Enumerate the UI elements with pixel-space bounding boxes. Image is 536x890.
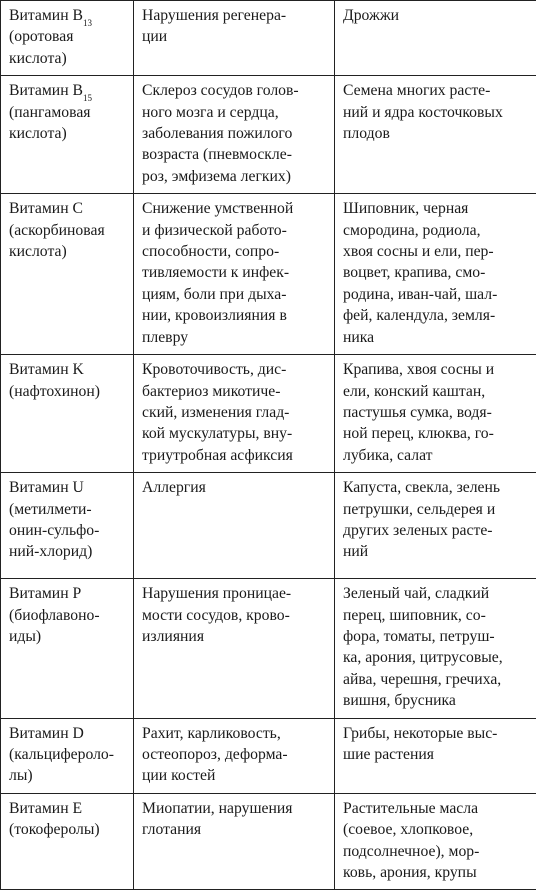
disorders-line: и физической работо- <box>142 220 328 241</box>
sources-cell <box>335 579 536 718</box>
disorders-line: Кровоточивость, дис- <box>142 359 328 380</box>
vitamin-name-line <box>9 723 127 744</box>
disorders-line: остеопороз, деформа- <box>142 744 328 765</box>
vitamin-subscript: 15 <box>83 93 92 103</box>
table-row <box>1 793 536 890</box>
vitamin-name-line <box>9 80 127 101</box>
vitamin-name-text: Витамин Е <box>9 800 82 817</box>
disorders-cell <box>134 718 335 793</box>
disorders-line: плевру <box>142 327 328 348</box>
sources-cell <box>335 76 536 194</box>
vitamin-name-line <box>9 520 127 541</box>
vitamin-name-line <box>9 765 127 786</box>
vitamin-name-line <box>9 359 127 380</box>
disorders-line: роз, эмфизема легких) <box>142 166 328 187</box>
disorders-line: возраста (пневмоскле- <box>142 144 328 165</box>
vitamin-name-line <box>9 123 127 144</box>
vitamin-name-text: Витамин U <box>9 479 84 496</box>
vitamin-name-line <box>9 220 127 241</box>
sources-line: лубика, салат <box>343 445 530 466</box>
sources-line: Крапива, хвоя сосны и <box>343 359 530 380</box>
disorders-line: Миопатии, нарушения <box>142 798 328 819</box>
disorders-line: ции <box>142 26 328 47</box>
sources-cell <box>335 473 536 579</box>
vitamin-name-text: (кальцифероло- <box>9 746 114 763</box>
vitamin-name-line <box>9 381 127 402</box>
disorders-cell <box>134 76 335 194</box>
sources-line: (соевое, хлопковое, <box>343 819 530 840</box>
sources-line: ка, арония, цитрусовые, <box>343 647 530 668</box>
vitamin-name-text: Витамин В <box>9 7 83 24</box>
table-row <box>1 473 536 579</box>
sources-line: Грибы, некоторые выс- <box>343 723 530 744</box>
sources-line: ковь, арония, крупы <box>343 862 530 883</box>
disorders-cell <box>134 355 335 473</box>
vitamin-name-text: (нафтохинон) <box>9 383 100 400</box>
sources-cell <box>335 793 536 890</box>
sources-line: айва, черешня, гречиха, <box>343 669 530 690</box>
vitamin-name-line <box>9 5 127 26</box>
table-row <box>1 1 536 76</box>
sources-line: шие растения <box>343 744 530 765</box>
disorders-line: триутробная асфиксия <box>142 445 328 466</box>
disorders-line: ного мозга и сердца, <box>142 102 328 123</box>
vitamin-name-text: (оротовая <box>9 28 73 45</box>
disorders-line: Нарушения регенера- <box>142 5 328 26</box>
vitamin-name-text: ний-хлорид) <box>9 543 92 560</box>
vitamin-name-text: Витамин В <box>9 82 83 99</box>
vitamin-name-line <box>9 499 127 520</box>
vitamin-name-text: (токоферолы) <box>9 821 100 838</box>
vitamin-name-text: (пангамовая <box>9 104 91 121</box>
sources-line: пастушья сумка, водя- <box>343 402 530 423</box>
disorders-line: заболевания пожилого <box>142 123 328 144</box>
sources-cell <box>335 194 536 355</box>
disorders-line: ции костей <box>142 765 328 786</box>
vitamin-name-line <box>9 583 127 604</box>
vitamin-name-line <box>9 26 127 47</box>
vitamin-name-line <box>9 626 127 647</box>
disorders-line: Нарушения проницае- <box>142 583 328 604</box>
vitamin-cell <box>1 1 134 76</box>
sources-line: ника <box>343 327 530 348</box>
vitamin-name-text: кислота) <box>9 50 67 67</box>
vitamin-name-line <box>9 541 127 562</box>
vitamin-name-line <box>9 198 127 219</box>
sources-line: перец, шиповник, со- <box>343 605 530 626</box>
table-row <box>1 194 536 355</box>
vitamin-name-text: (аскорбиновая <box>9 222 105 239</box>
disorders-line: нии, кровоизлияния в <box>142 305 328 326</box>
vitamin-subscript: 13 <box>83 18 92 28</box>
sources-line: Дрожжи <box>343 5 530 26</box>
disorders-line: способности, сопро- <box>142 241 328 262</box>
disorders-cell <box>134 194 335 355</box>
table-row <box>1 718 536 793</box>
vitamin-name-line <box>9 798 127 819</box>
disorders-cell <box>134 473 335 579</box>
sources-line: Капуста, свекла, зелень <box>343 477 530 498</box>
sources-line: вишня, брусника <box>343 690 530 711</box>
vitamin-name-text: (биофлавоно- <box>9 607 100 624</box>
disorders-line: Снижение умственной <box>142 198 328 219</box>
vitamin-name-text: Витамин K <box>9 361 84 378</box>
vitamin-cell <box>1 718 134 793</box>
vitamin-name-line <box>9 477 127 498</box>
sources-line: фей, календула, земля- <box>343 305 530 326</box>
disorders-line: Рахит, карликовость, <box>142 723 328 744</box>
vitamin-name-line <box>9 819 127 840</box>
vitamin-name-text: (метилмети- <box>9 501 92 518</box>
sources-line: фора, томаты, петруш- <box>343 626 530 647</box>
disorders-line: кой мускулатуры, вну- <box>142 423 328 444</box>
vitamin-name-text: Витамин D <box>9 725 84 742</box>
vitamin-name-line <box>9 744 127 765</box>
disorders-line: тивляемости к инфек- <box>142 262 328 283</box>
table-row <box>1 579 536 718</box>
disorders-line: Аллергия <box>142 477 328 498</box>
disorders-line: мости сосудов, крово- <box>142 605 328 626</box>
disorders-cell <box>134 793 335 890</box>
sources-line: ели, конский каштан, <box>343 381 530 402</box>
disorders-line: циям, боли при дыха- <box>142 284 328 305</box>
vitamin-name-line <box>9 102 127 123</box>
table-row <box>1 355 536 473</box>
disorders-line: излияния <box>142 626 328 647</box>
vitamin-name-text: онин-сульфо- <box>9 522 99 539</box>
sources-line: ний и ядра косточковых <box>343 102 530 123</box>
sources-cell <box>335 718 536 793</box>
sources-line: Шиповник, черная <box>343 198 530 219</box>
disorders-line: ский, изменения глад- <box>142 402 328 423</box>
vitamin-name-text: кислота) <box>9 243 67 260</box>
disorders-line: бактериоз микотиче- <box>142 381 328 402</box>
sources-line: подсолнечное), мор- <box>343 841 530 862</box>
sources-line: смородина, родиола, <box>343 220 530 241</box>
vitamin-name-text: кислота) <box>9 125 67 142</box>
sources-line: Растительные масла <box>343 798 530 819</box>
vitamin-cell <box>1 793 134 890</box>
sources-line: ной перец, клюква, го- <box>343 423 530 444</box>
vitamin-cell <box>1 355 134 473</box>
vitamin-name-line <box>9 241 127 262</box>
sources-line: плодов <box>343 123 530 144</box>
vitamin-table-body <box>1 1 536 890</box>
disorders-cell <box>134 1 335 76</box>
table-row <box>1 76 536 194</box>
vitamin-cell <box>1 76 134 194</box>
vitamin-name-text: лы) <box>9 767 33 784</box>
sources-cell <box>335 1 536 76</box>
disorders-line: Склероз сосудов голов- <box>142 80 328 101</box>
vitamin-name-line <box>9 48 127 69</box>
sources-line: Семена многих расте- <box>343 80 530 101</box>
sources-line: других зеленых расте- <box>343 520 530 541</box>
sources-line: Зеленый чай, сладкий <box>343 583 530 604</box>
sources-line: ний <box>343 541 530 562</box>
vitamin-cell <box>1 579 134 718</box>
disorders-line: глотания <box>142 819 328 840</box>
sources-line: воцвет, крапива, смо- <box>343 262 530 283</box>
sources-line: родина, иван-чай, шал- <box>343 284 530 305</box>
sources-cell <box>335 355 536 473</box>
vitamin-cell <box>1 473 134 579</box>
vitamin-name-text: Витамин Р <box>9 585 81 602</box>
vitamin-name-text: Витамин С <box>9 200 83 217</box>
sources-line: петрушки, сельдерея и <box>343 499 530 520</box>
sources-line: хвоя сосны и ели, пер- <box>343 241 530 262</box>
vitamin-name-text: иды) <box>9 628 41 645</box>
vitamin-name-line <box>9 605 127 626</box>
vitamin-cell <box>1 194 134 355</box>
disorders-cell <box>134 579 335 718</box>
